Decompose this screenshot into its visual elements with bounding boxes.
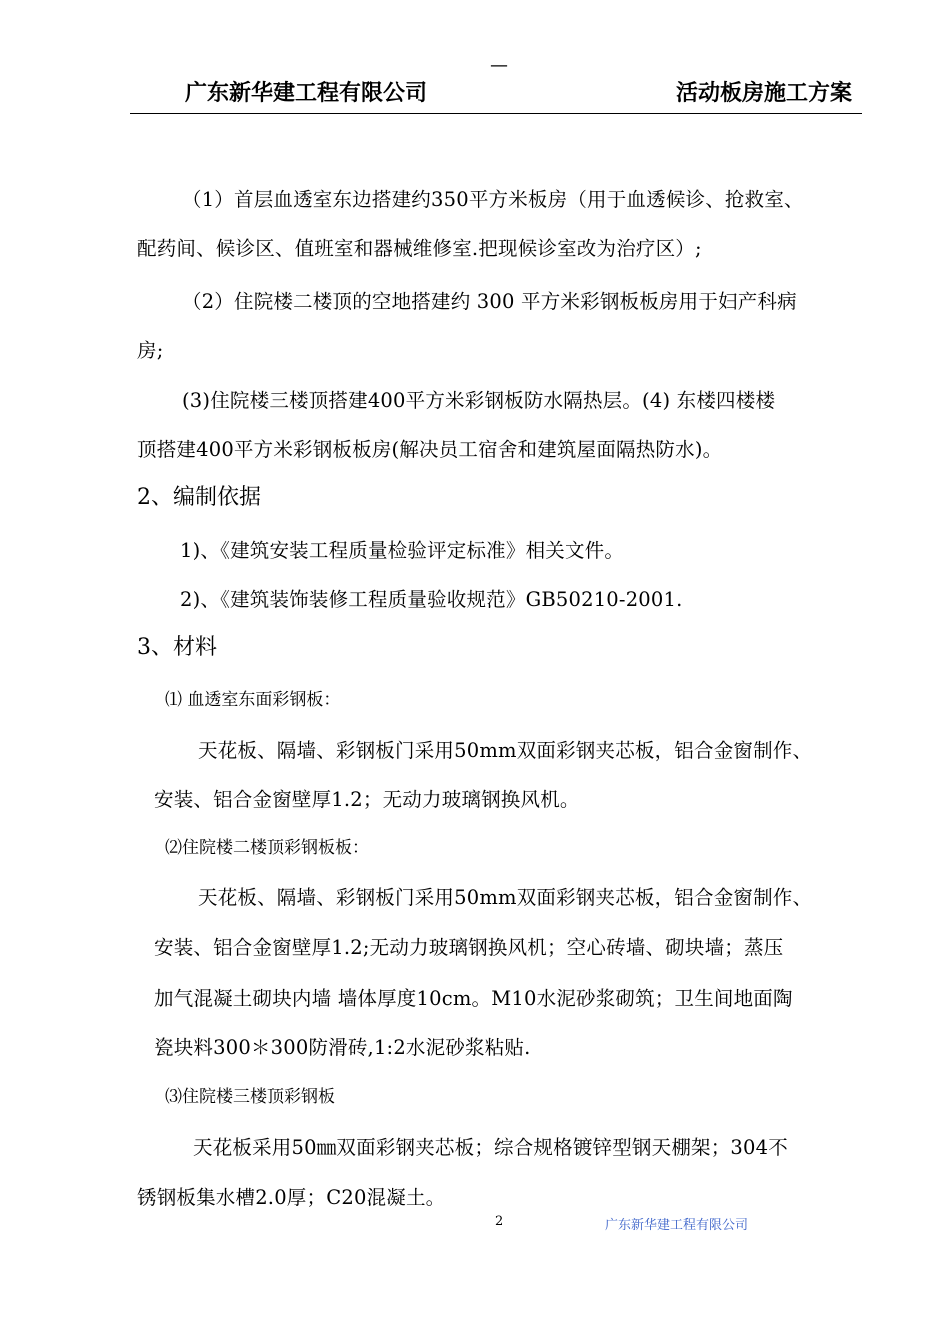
header-rule [130, 113, 862, 114]
body-line: 2)、《建筑装饰装修工程质量验收规范》GB50210-2001. [180, 588, 683, 611]
header-mark: — [490, 55, 508, 76]
body-line: (3)住院楼三楼顶搭建400平方米彩钢板防水隔热层。(4) 东楼四楼楼 [182, 389, 776, 412]
body-line: 顶搭建400平方米彩钢板板房(解决员工宿舍和建筑屋面隔热防水)。 [137, 438, 723, 461]
body-line: （1）首层血透室东边搭建约350平方米板房（用于血透候诊、抢救室、 [182, 188, 804, 211]
subsection-heading: ⑴ 血透室东面彩钢板： [165, 690, 341, 710]
body-line: 天花板、隔墙、彩钢板门采用50mm双面彩钢夹芯板，铝合金窗制作、 [198, 886, 813, 909]
subsection-heading: ⑵住院楼二楼顶彩钢板板： [165, 838, 369, 858]
body-line: 房; [137, 339, 164, 362]
subsection-heading: ⑶住院楼三楼顶彩钢板 [165, 1087, 335, 1107]
body-line: 瓷块料300＊300防滑砖,1:2水泥砂浆粘贴. [154, 1036, 531, 1059]
section-heading: 3、材料 [137, 635, 217, 660]
body-line: 安装、铝合金窗壁厚1.2;无动力玻璃钢换风机；空心砖墙、砌块墙；蒸压 [154, 936, 784, 959]
body-line: 配药间、候诊区、值班室和器械维修室.把现候诊室改为治疗区）; [137, 237, 702, 260]
footer-company: 广东新华建工程有限公司 [605, 1218, 749, 1233]
body-line: 1)、《建筑安装工程质量检验评定标准》相关文件。 [180, 539, 625, 562]
page-number: 2 [495, 1214, 504, 1229]
body-line: 加气混凝土砌块内墙 墙体厚度10cm。M10水泥砂浆砌筑；卫生间地面陶 [154, 987, 793, 1010]
header-doc-title: 活动板房施工方案 [676, 81, 853, 106]
body-line: 安装、铝合金窗壁厚1.2；无动力玻璃钢换风机。 [154, 788, 580, 811]
body-line: （2）住院楼二楼顶的空地搭建约 300 平方米彩钢板板房用于妇产科病 [182, 290, 797, 313]
body-line: 天花板、隔墙、彩钢板门采用50mm双面彩钢夹芯板，铝合金窗制作、 [198, 739, 813, 762]
body-line: 锈钢板集水槽2.0厚；C20混凝土。 [137, 1186, 446, 1209]
body-line: 天花板采用50㎜双面彩钢夹芯板；综合规格镀锌型钢天棚架；304不 [193, 1136, 788, 1159]
section-heading: 2、编制依据 [137, 485, 261, 510]
header-company: 广东新华建工程有限公司 [185, 81, 428, 106]
